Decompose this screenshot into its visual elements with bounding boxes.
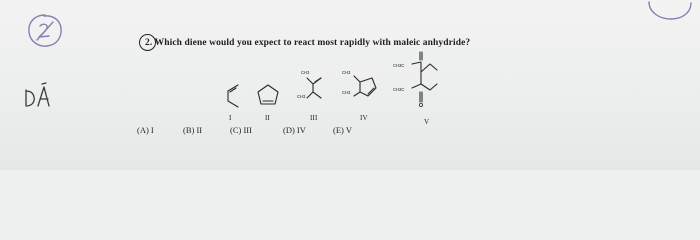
question-body: Which diene would you expect to react most rapidly with maleic anhydride? bbox=[154, 38, 471, 48]
iii-sub-top: CH3 bbox=[301, 70, 310, 75]
choice-b[interactable]: (B) II bbox=[183, 125, 203, 135]
structure-v bbox=[392, 50, 442, 120]
structure-iii bbox=[287, 66, 333, 110]
choice-e[interactable]: (E) V bbox=[333, 125, 352, 135]
choice-d[interactable]: (D) IV bbox=[283, 125, 306, 135]
choice-c[interactable]: (C) III bbox=[230, 125, 252, 135]
v-sub-top: CH3C bbox=[393, 63, 405, 68]
structure-label-i: I bbox=[229, 114, 232, 122]
structure-label-v: V bbox=[424, 118, 430, 126]
v-sub-bottom: CH3C bbox=[393, 87, 405, 92]
structure-iv bbox=[338, 64, 380, 110]
structure-label-ii: II bbox=[265, 114, 271, 122]
question-number: 2. bbox=[145, 38, 153, 48]
circle-scribble-mark bbox=[645, 0, 695, 24]
margin-note-da bbox=[22, 82, 54, 110]
structure-ii bbox=[255, 82, 281, 108]
iv-sub-top: CH3 bbox=[342, 70, 351, 75]
structure-label-iii: III bbox=[310, 114, 318, 122]
iv-sub-bottom: CH3 bbox=[342, 90, 351, 95]
structure-label-iv: IV bbox=[360, 114, 368, 122]
question-text bbox=[145, 38, 470, 48]
iii-sub-bottom: CH3 bbox=[297, 94, 306, 99]
structure-i bbox=[222, 82, 244, 110]
choice-a[interactable]: (A) I bbox=[137, 125, 154, 135]
circled-number-mark bbox=[25, 12, 65, 50]
